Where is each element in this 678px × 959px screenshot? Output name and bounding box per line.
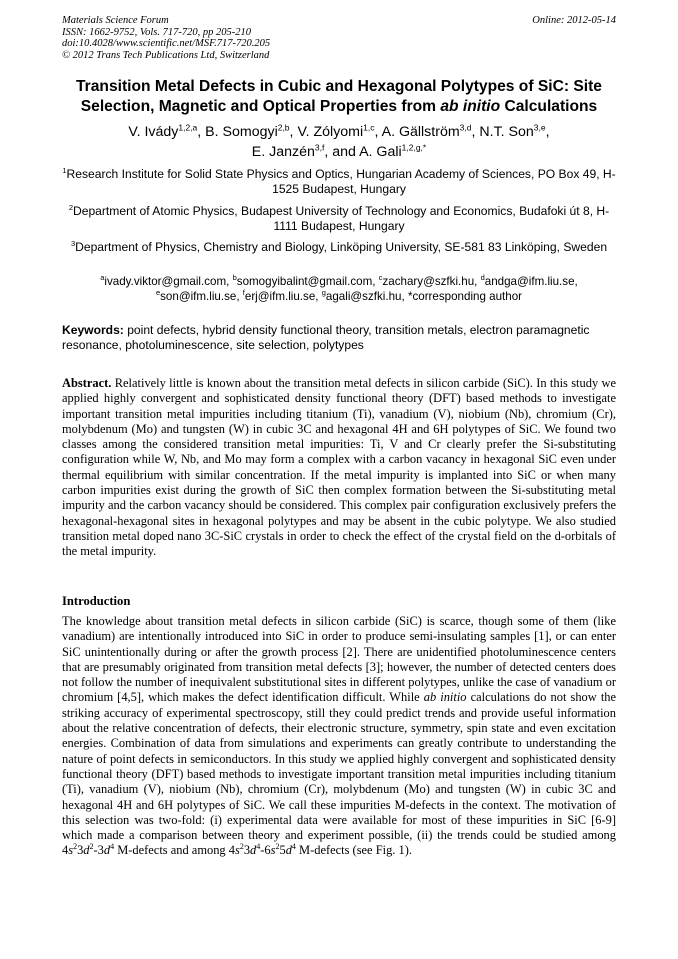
author: A. Gali$^{1,2,g,*}$ bbox=[359, 141, 427, 160]
abstract-text: Relatively little is known about the transition metal defects in silicon carbide (SiC). In this study we applied highly convergent and sophisticated density functional theory (DFT) based methods to investigate important transition metal impurities including titanium (Ti), vanadium (V), niobium (Nb), chromium (Cr), molybdenum (Mo) and tungsten (W) in cubic 3C and hexagonal 4H and 6H polytypes of SiC. We found two classes among the considered transition metal impurities: Ti, V and Cr clearly prefer the Si-substituting configuration while W, Nb, and Mo may form a complex with a carbon vacancy in hexagonal SiC even under thermal equilibrium with similar concentration. If the metal impurity is implanted into SiC or when many carbon impurities exist during the growth of SiC then complex formation between the Si-substituting metal impurity and the carbon vacancy should be considered. This complex pair configuration exclusively prefers the hexagonal-hexagonal sites in hexagonal polytypes and may be absent in the cubic polytype. We also studied transition metal doped nano 3C-SiC crystals in order to check the effect of the crystal field on the d-orbitals of the metal impurity. bbox=[62, 376, 616, 559]
introduction-paragraph: The knowledge about transition metal defects in silicon carbide (SiC) is scarce, though some of them (like vanadium) are intentionally introduced into SiC in order to produce semi-insulating samples [1], or can enter SiC unintentionally during or after the growth process [2]. There are unidentified photoluminescence centers that are presumably originated from transition metal defects [3]; however, the number of detected centers does not follow the number of inequivalent substitutional sites in different polytypes, unlike the case of vanadium or chromium [4,5], which makes the defect identification difficult. While ab initio calculations do not show the striking accuracy of experimental spectroscopy, still they could predict trends and provide useful information about the relative concentration of defects, their electronic structure, symmetry, spin state and even excitation energies. Combination of data from simulations and experiments can greatly contribute to understanding the nature of point defects in semiconductors. In this study we applied highly convergent and sophisticated density functional theory (DFT) based methods to investigate important transition metal impurities including titanium (Ti), vanadium (V), niobium (Nb), chromium (Cr), molybdenum (Mo) and tungsten (W) in cubic 3C and hexagonal 4H and 6H polytypes of SiC. We call these impurities M-defects in the context. The motivation of this selection was two-fold: (i) experimental data were available for most of these impurities in SiC [6-9] which made a comparison between theory and experiment possible, (ii) the trends could be studied among $4s^23d^2-3d^4$ M-defects and among $4s^23d^4-6s^25d^4$ M-defects (see Fig. 1). bbox=[62, 614, 617, 858]
journal-name: Materials Science Forum bbox=[62, 15, 169, 26]
paper-title bbox=[50, 77, 628, 117]
title-text-2: Calculations bbox=[500, 98, 598, 115]
author-list bbox=[40, 123, 638, 162]
keywords-label: Keywords: bbox=[62, 323, 124, 337]
issn-line: ISSN: 1662-9752, Vols. 717-720, pp 205-210 bbox=[62, 26, 251, 38]
email-list bbox=[56, 274, 622, 305]
formula-1: $4s^23d^2-3d^4$ bbox=[62, 842, 115, 858]
abstract bbox=[62, 376, 616, 560]
keywords-text: point defects, hybrid density functional theory, transition metals, electron paramagnetic resonance, photoluminescence, site selection, polytypes bbox=[62, 323, 590, 353]
author: V. Ivády$^{1,2,a}$, bbox=[128, 122, 206, 140]
abstract-label: Abstract. bbox=[62, 376, 112, 390]
affiliation-1: $^1$Research Institute for Solid State Physics and Optics, Hungarian Academy of Sciences, PO Box 49, H-1525 Budapest, Hungary bbox=[62, 165, 616, 197]
author: V. Zólyomi$^{1,c}$, bbox=[297, 122, 382, 140]
online-date: Online: 2012-05-14 bbox=[532, 15, 616, 26]
email: $^f$erj@ifm.liu.se, bbox=[242, 288, 322, 304]
affiliation-3: $^3$Department of Physics, Chemistry and Biology, Linköping University, SE-581 83 Linköping, Sweden bbox=[70, 238, 608, 254]
email: $^b$somogyibalint@gmail.com, bbox=[232, 273, 379, 288]
title-text-1: Transition Metal Defects in Cubic and Hexagonal Polytypes of SiC: Site Selection, Magnetic and Optical Properties from bbox=[76, 78, 602, 115]
affiliation-2: $^2$Department of Atomic Physics, Budapest University of Technology and Economics, Budafoki út 8, H-1111 Budapest, Hungary bbox=[68, 202, 610, 234]
email: $^c$zachary@szfki.hu, bbox=[378, 273, 481, 288]
email: $^a$ivady.viktor@gmail.com, bbox=[100, 273, 233, 288]
formula-2: $4s^23d^4-6s^25d^4$ bbox=[228, 842, 296, 858]
running-header bbox=[62, 15, 616, 61]
author: B. Somogyi$^{2,b}$, bbox=[205, 122, 298, 140]
doi-line: doi:10.4028/www.scientific.net/MSF.717-720.205 bbox=[62, 38, 271, 50]
section-heading-introduction: Introduction bbox=[62, 594, 131, 608]
email: $^e$son@ifm.liu.se, bbox=[155, 288, 243, 304]
corresponding-author-note: *corresponding author bbox=[407, 290, 523, 304]
title-italic: ab initio bbox=[440, 98, 501, 115]
keywords bbox=[62, 323, 616, 354]
author: N.T. Son$^{3,e}$, bbox=[479, 122, 550, 140]
author: E. Janzén$^{3,f}$, and bbox=[251, 141, 360, 160]
author: A. Gällström$^{3,d}$, bbox=[381, 122, 480, 140]
email: $^d$andga@ifm.liu.se, bbox=[480, 273, 578, 288]
copyright-line: © 2012 Trans Tech Publications Ltd, Switzerland bbox=[62, 49, 270, 61]
email: $^g$agali@szfki.hu, bbox=[321, 288, 408, 304]
